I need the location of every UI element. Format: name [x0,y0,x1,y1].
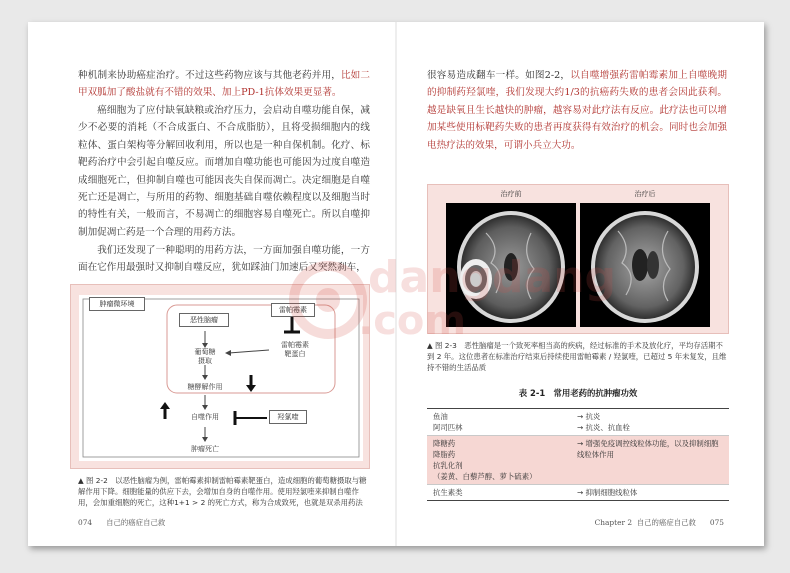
book-spread [28,22,764,546]
figure-2-2 [70,284,370,469]
right-footer [595,517,724,528]
mri-before-image [446,203,576,327]
table-2-1 [427,408,729,501]
table-row [427,485,729,501]
watermark-text-2: .com [358,298,467,344]
table-cell-drugs: 抗生素类 [427,485,571,501]
right-page [397,22,764,546]
table-cell-drugs: 降糖药 降脂药 抗乳化剂 （姜黄、白藜芦醇、萝卜硫素） [427,436,571,485]
right-footer-title: 自己的癌症自己救 [636,518,696,527]
right-p1-text: 很容易造成翻车一样。如图2-2， [427,70,571,81]
right-page-number: 075 [709,518,724,527]
left-footer [78,517,165,528]
autophagy-label: 自噬作用 [191,413,219,421]
figure-2-3 [427,184,729,334]
arrow-mtor-glucose [229,350,269,353]
mri-after-image [580,203,710,327]
glycolysis-label: 糖酵解作用 [187,383,223,391]
table-cell-effect: → 抗炎 → 抗炎、抗血栓 [571,409,729,436]
left-paragraph-1 [78,67,370,102]
left-page-number: 074 [78,518,93,527]
left-paragraph-3: 我们还发现了一种聪明的用药方法，一方面加强自噬功能，一方面在它作用最强时又抑制自噬反应，犹如踩油门加速后又突然刹车， [78,245,370,274]
glucose-uptake-label: 葡萄糖 摄取 [194,348,216,365]
scan-after-title: 治疗后 [634,190,656,198]
right-paragraph-1 [427,67,727,154]
table-row [427,409,729,436]
death-label: 肿瘤死亡 [191,445,219,453]
left-page [28,22,396,546]
rapamycin-box: 雷帕霉素 [271,303,315,317]
left-paragraph-2: 癌细胞为了应付缺氧缺粮或治疗压力，会启动自噬功能自保，减少不必要的消耗（不合成蛋白、不合成脂肪），且将受损细胞内的线粒体、蛋白架构等分解回收利用，所以也是一种自保机制。化疗、标靶药治疗中会引起自噬反应。而增加自噬功能也可能因为过度自噬造成细胞死亡，但抑制自噬也可能因丧失自保而凋亡。决定细胞是自噬死亡还是凋亡，与所用的药物、细胞基础自噬依赖程度以及细胞当时的特性有关，一般而言，不易凋亡的细胞容易自噬死亡。所以自噬抑制加促凋亡药是一个合理的用药方法。 [78,105,370,238]
table-2-1-title: 表 2-1 常用老药的抗肿瘤功效 [518,388,638,398]
hcq-box: 羟氯喹 [269,410,307,424]
mtor-label: 雷帕霉素 靶蛋白 [281,341,309,358]
figure-2-3-caption: ▲ 图 2-3 恶性脑瘤是一个致死率相当高的疾病，经过标准的手术及放化疗，平均存活期不到 2 年。这位患者在标准治疗结束后持续使用雷帕霉素 / 羟氯喹，已超过 5 年未复发，且维持不错的生活品质 [427,341,727,373]
table-cell-effect: → 增强免疫调控线粒体功能，以及抑制细胞线粒体作用 [571,436,729,485]
left-footer-title: 自己的癌症自己救 [106,518,166,527]
table-row [427,436,729,485]
left-p1-highlight: 比如二甲双胍加了酸盐就有不错的效果、加上PD-1抗体效果更显著。 [78,70,371,99]
right-footer-chapter: Chapter 2 [594,518,633,527]
table-cell-effect: → 抑制细胞线粒体 [571,485,729,501]
figure-2-2-caption: ▲ 图 2-2 以恶性脑瘤为例，雷帕霉素抑制雷帕霉素靶蛋白，造成细胞的葡萄糖摄取与糖解作用下降。细胞能量的供应下去，会增加自身的自噬作用。使用羟氯喹来抑制自噬作用，会加重细胞的死亡，这种1+1 > 2 的死亡方式，称为合成致死，也就是双杀用药法 [78,476,367,508]
malignant-tumor-box: 恶性脑瘤 [179,313,229,327]
figure-2-2-panel [79,295,363,461]
scan-before-title: 治疗前 [500,190,522,198]
left-p1-text: 种机制来协助癌症治疗。不过这些药物应该与其他老药并用， [78,70,341,81]
right-p1-highlight: 以自噬增强药雷帕霉素加上自噬晚期的抑制药羟氯喹，我们发现大约1/3的抗癌药失败的患者会因此获利。越是缺氧且生长越快的肿瘤，越容易对此疗法有反应。此疗法也可以增加某些使用标靶药失败的患者再度获得有效治疗的机会。同时也会加强电热疗法的效果，可谓小兵立大功。 [427,70,728,151]
microenv-label: 肿瘤微环境 [89,297,145,311]
table-cell-drugs: 鱼油 阿司匹林 [427,409,571,436]
